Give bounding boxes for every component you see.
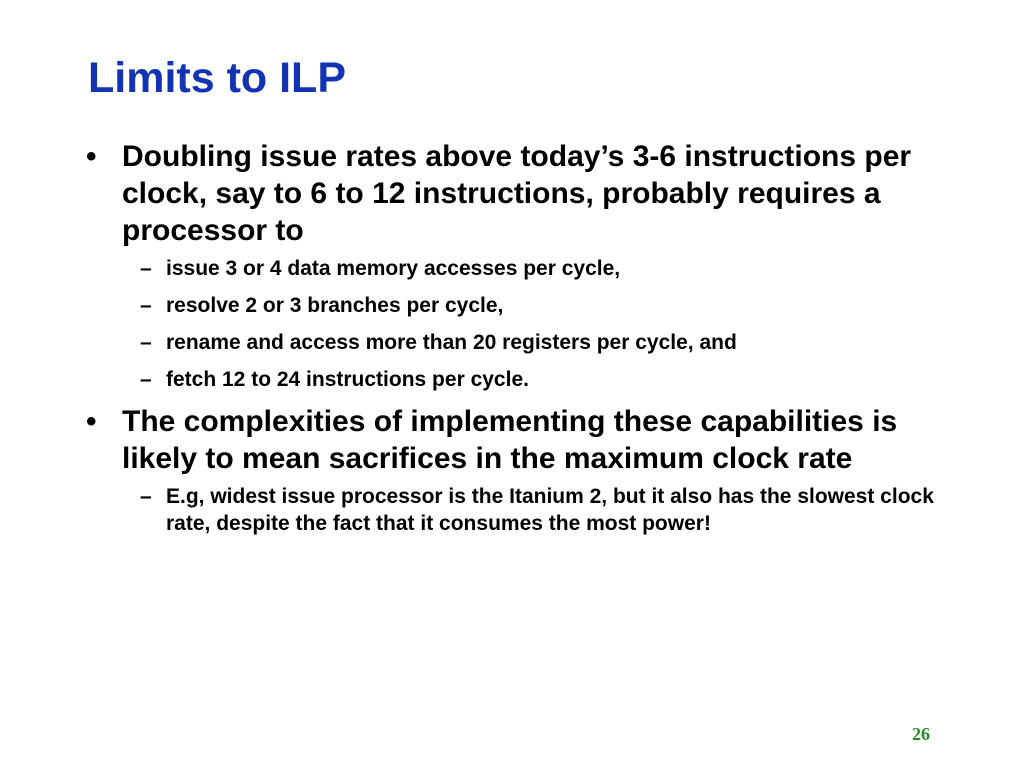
dash-marker: –	[140, 294, 152, 317]
bullet-text: Doubling issue rates above today’s 3-6 instructions per clock, say to 6 to 12 instructions, probably requires a processor to	[122, 140, 912, 247]
dash-marker: –	[140, 368, 152, 391]
sub-item	[84, 255, 964, 282]
sub-item	[84, 292, 964, 319]
sub-list	[84, 483, 964, 537]
bullet-marker: •	[86, 140, 97, 173]
sub-item-text: rename and access more than 20 registers per cycle, and	[166, 331, 737, 354]
sub-item	[84, 483, 964, 537]
sub-item-text: fetch 12 to 24 instructions per cycle.	[166, 368, 529, 391]
bullet-text: The complexities of implementing these capabilities is likely to mean sacrifices in the maximum clock rate	[122, 405, 898, 475]
slide-title: Limits to ILP	[88, 54, 346, 102]
bullet-marker: •	[86, 405, 97, 438]
sub-item-text: resolve 2 or 3 branches per cycle,	[166, 294, 504, 317]
dash-marker: –	[140, 485, 152, 508]
bullet-item	[84, 403, 964, 477]
dash-marker: –	[140, 331, 152, 354]
sub-item-text: issue 3 or 4 data memory accesses per cycle,	[166, 257, 621, 280]
sub-item-text: E.g, widest issue processor is the Itanium 2, but it also has the slowest clock rate, despite the fact that it consumes the most power!	[166, 485, 934, 535]
sub-item	[84, 366, 964, 393]
dash-marker: –	[140, 257, 152, 280]
sub-item	[84, 329, 964, 356]
sub-list	[84, 255, 964, 393]
page-number: 26	[912, 724, 930, 744]
slide-content	[84, 138, 964, 547]
bullet-item	[84, 138, 964, 249]
